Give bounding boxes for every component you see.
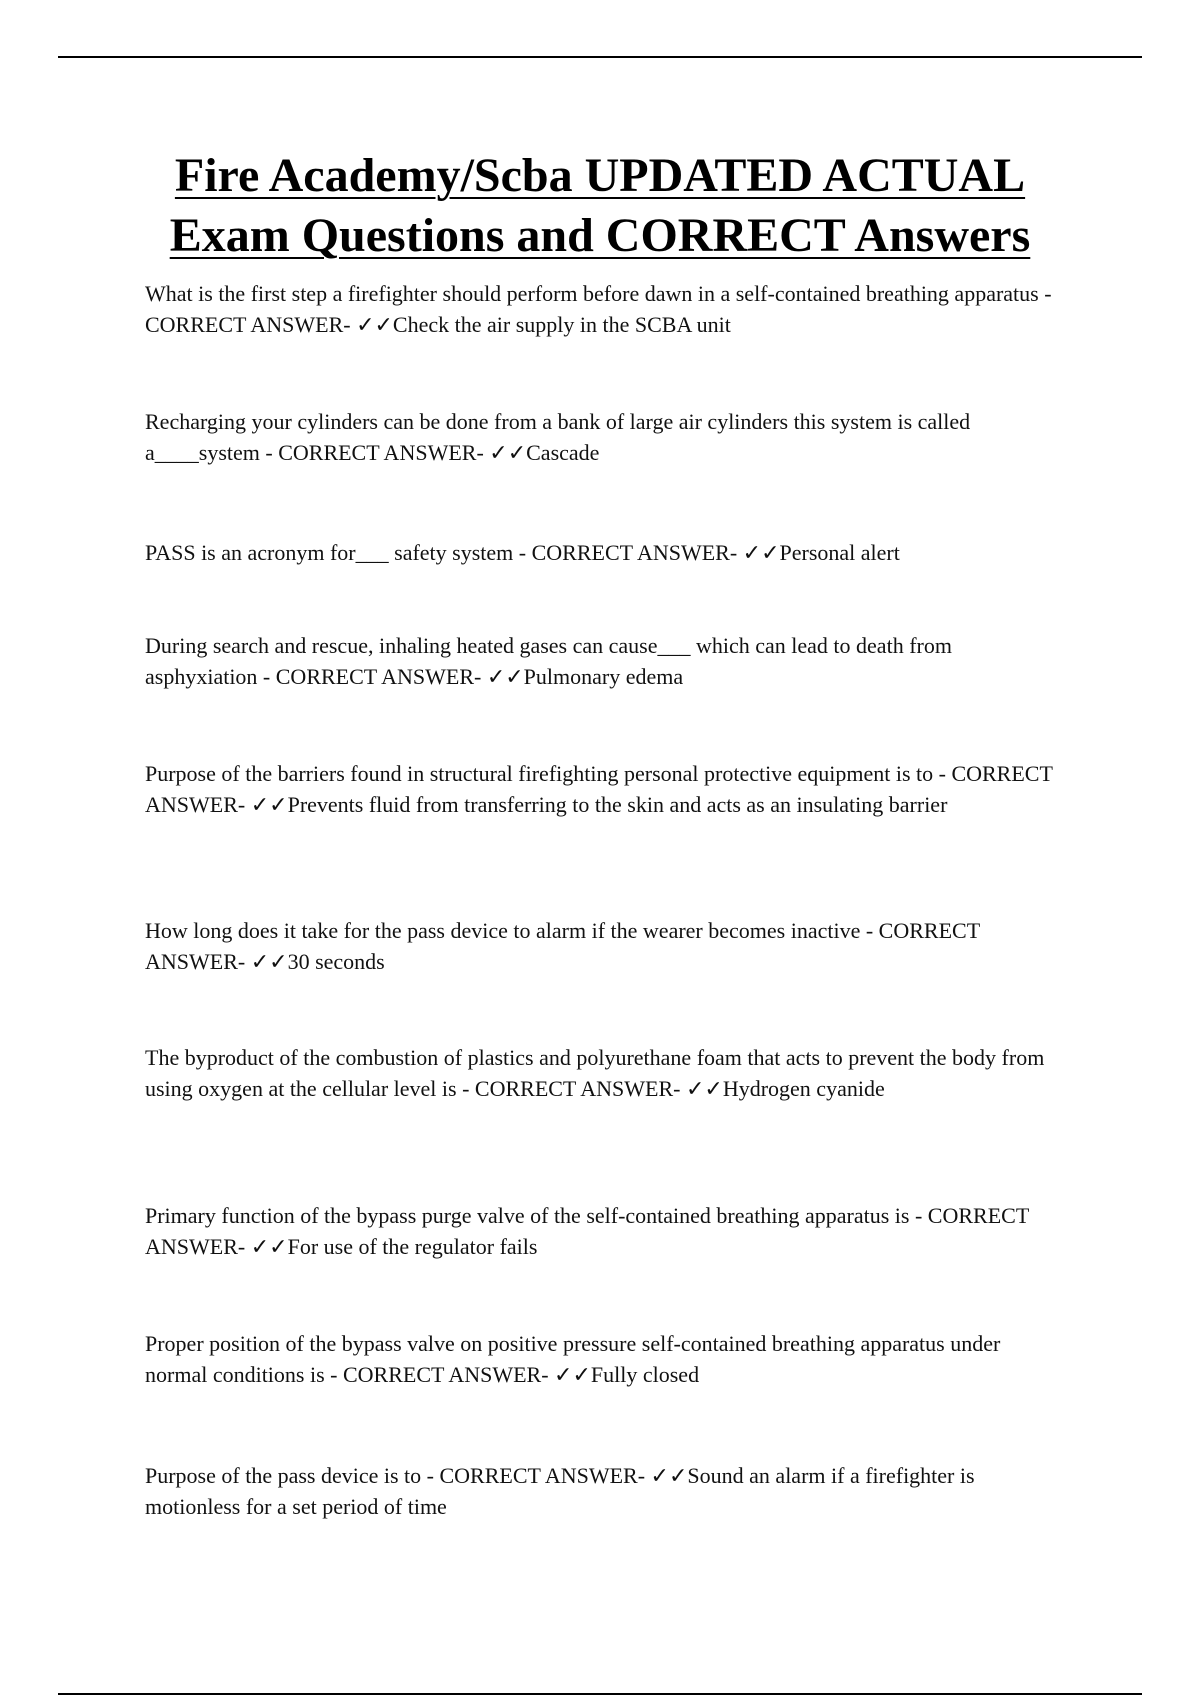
title-line-2: Exam Questions and CORRECT Answers [169, 209, 1031, 262]
qa-item-2 [145, 406, 1065, 468]
qa-item-1 [145, 278, 1065, 340]
qa-text: What is the first step a firefighter should perform before dawn in a self-contained breathing apparatus - CORRECT ANSWER- ✓✓Check the air supply in the SCBA unit [145, 281, 1052, 337]
qa-text: Purpose of the pass device is to - CORRECT ANSWER- ✓✓Sound an alarm if a firefighter is motionless for a set period of time [145, 1463, 975, 1519]
qa-item-4 [145, 630, 1065, 692]
qa-text: During search and rescue, inhaling heated gases can cause___ which can lead to death from asphyxiation - CORRECT ANSWER- ✓✓Pulmonary edema [145, 633, 952, 689]
qa-text: Purpose of the barriers found in structural firefighting personal protective equipment is to - CORRECT ANSWER- ✓✓Prevents fluid from transferring to the skin and acts as an insulating barrier [145, 761, 1053, 817]
qa-text: Primary function of the bypass purge valve of the self-contained breathing apparatus is - CORRECT ANSWER- ✓✓For use of the regulator fails [145, 1203, 1029, 1259]
qa-item-5 [145, 758, 1065, 820]
qa-text: Proper position of the bypass valve on positive pressure self-contained breathing apparatus under normal conditions is - CORRECT ANSWER- ✓✓Fully closed [145, 1331, 1001, 1387]
bottom-rule [58, 1693, 1142, 1695]
qa-item-8 [145, 1200, 1065, 1262]
qa-item-9 [145, 1328, 1065, 1390]
title-line-1: Fire Academy/Scba UPDATED ACTUAL [174, 149, 1026, 202]
top-rule [58, 56, 1142, 58]
qa-text: How long does it take for the pass device to alarm if the wearer becomes inactive - CORRECT ANSWER- ✓✓30 seconds [145, 918, 980, 974]
qa-text: PASS is an acronym for___ safety system - CORRECT ANSWER- ✓✓Personal alert [145, 540, 900, 565]
qa-item-6 [145, 915, 1065, 977]
qa-item-7 [145, 1042, 1065, 1104]
document-title [60, 146, 1140, 266]
qa-item-3 [145, 537, 1065, 568]
qa-item-10 [145, 1460, 1065, 1522]
qa-text: Recharging your cylinders can be done from a bank of large air cylinders this system is called a____system - CORRECT ANSWER- ✓✓Cascade [145, 409, 971, 465]
qa-text: The byproduct of the combustion of plastics and polyurethane foam that acts to prevent the body from using oxygen at the cellular level is - CORRECT ANSWER- ✓✓Hydrogen cyanide [145, 1045, 1045, 1101]
